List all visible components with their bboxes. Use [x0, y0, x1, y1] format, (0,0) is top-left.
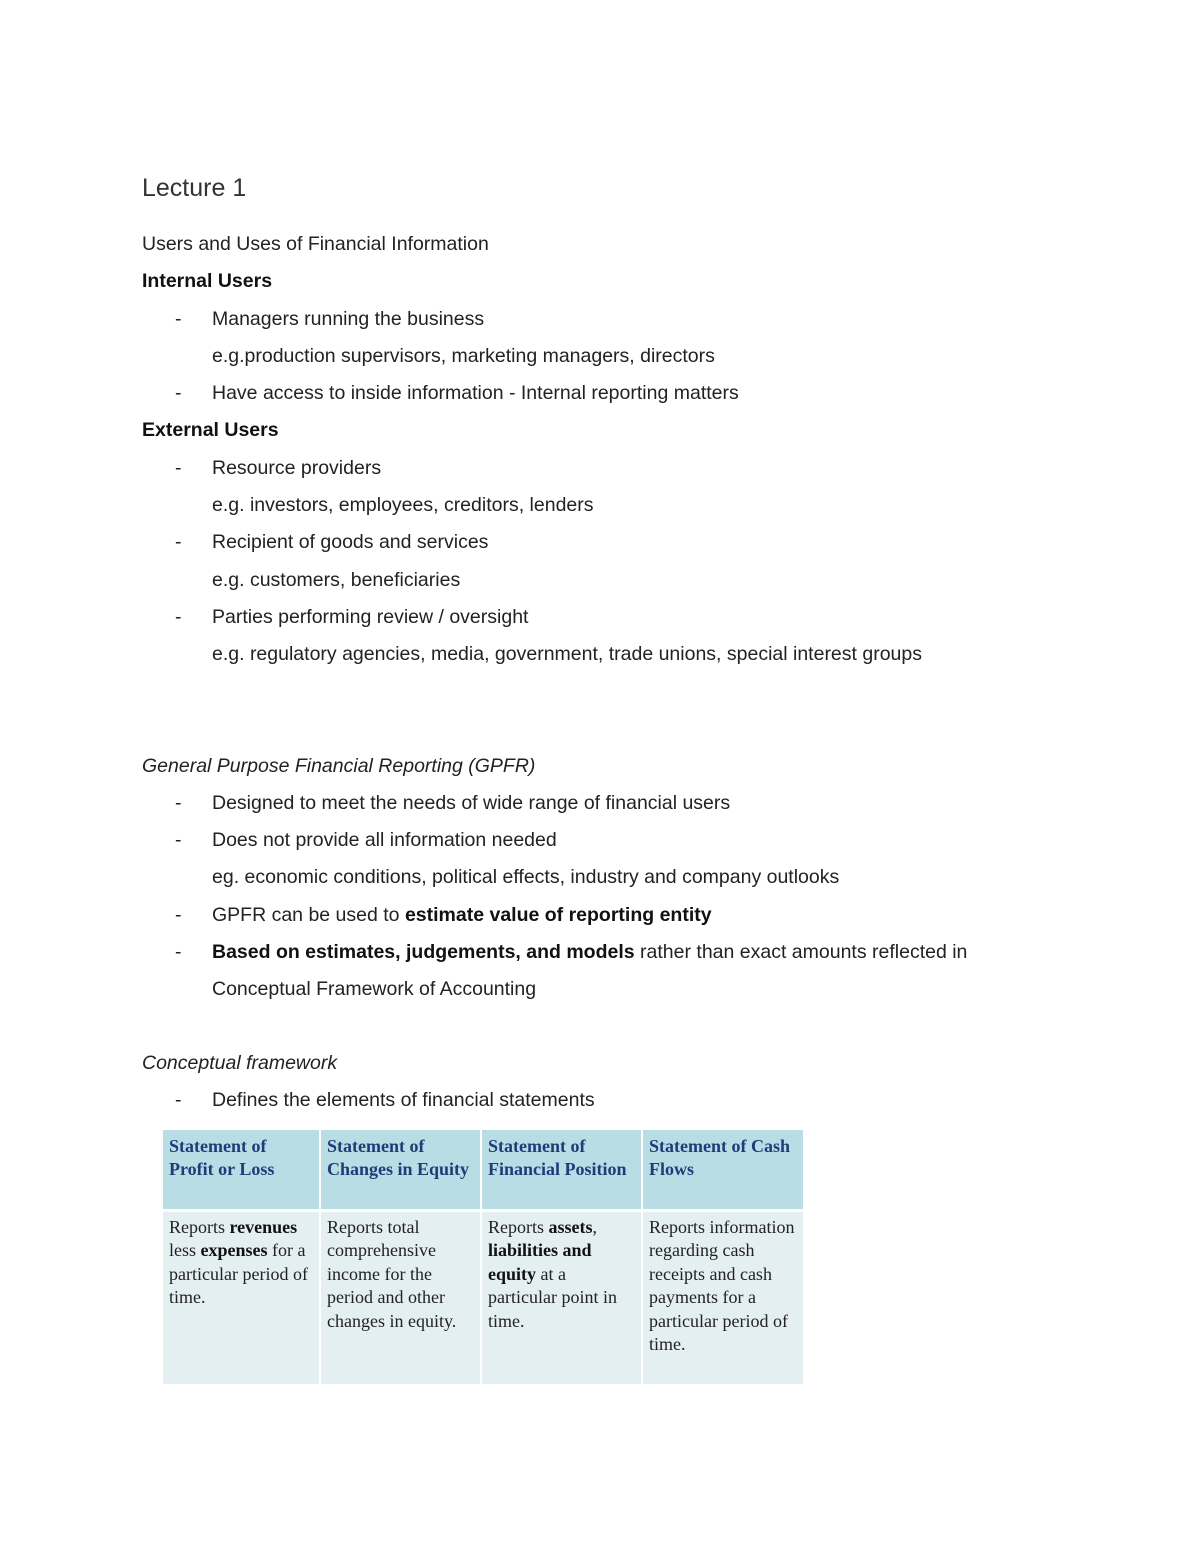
subheading-internal-users: Internal Users	[142, 270, 273, 293]
list-item-example: e.g. regulatory agencies, media, government, trade unions, special interest groups	[212, 643, 922, 666]
section-heading-gpfr: General Purpose Financial Reporting (GPFR)	[142, 754, 536, 777]
financial-statements-table	[163, 1130, 803, 1384]
table-row	[163, 1212, 803, 1384]
section-heading-users: Users and Uses of Financial Information	[142, 233, 489, 255]
cell-text: for a particular period of time.	[169, 1240, 308, 1308]
list-item	[142, 897, 1082, 934]
table-cell	[321, 1212, 482, 1384]
bullet-dash: -	[175, 307, 182, 330]
list-item-emphasis: Based on estimates, judgements, and models	[212, 941, 635, 964]
table-header-cell: Statement of Cash Flows	[643, 1130, 803, 1212]
cell-text: Reports information regarding cash receipts and cash payments for a particular period of time.	[649, 1217, 795, 1355]
cell-text: Reports total comprehensive income for the period and other changes in equity.	[327, 1217, 457, 1331]
document-page	[142, 170, 1082, 1119]
table-header-cell: Statement of Financial Position	[482, 1130, 643, 1212]
list-item-continuation: Conceptual Framework of Accounting	[212, 978, 537, 1001]
bullet-dash: -	[175, 941, 182, 964]
list-item-text: rather than exact amounts reflected in	[634, 941, 968, 964]
list-item-text: Parties performing review / oversight	[212, 605, 529, 628]
list-item-text: Have access to inside information - Internal reporting matters	[212, 382, 739, 405]
list-item-text: Resource providers	[212, 456, 382, 479]
bullet-dash: -	[175, 829, 182, 852]
cell-text: less	[169, 1240, 201, 1261]
cell-text: Reports	[488, 1217, 549, 1237]
bullet-dash: -	[175, 531, 182, 554]
list-item-example: e.g. investors, employees, creditors, lenders	[212, 494, 594, 517]
cell-text: Reports	[169, 1217, 230, 1237]
list-item-text: Recipient of goods and services	[212, 531, 489, 554]
bullet-dash: -	[175, 382, 182, 405]
list-item-text: Defines the elements of financial statements	[212, 1088, 595, 1111]
cell-emphasis: assets	[548, 1217, 593, 1237]
list-item	[142, 450, 1082, 487]
cell-text: ,	[592, 1217, 597, 1237]
table-cell	[163, 1212, 321, 1384]
list-item-text: Does not provide all information needed	[212, 829, 557, 852]
bullet-dash: -	[175, 1088, 182, 1111]
list-item-emphasis: estimate value of reporting entity	[404, 903, 712, 926]
list-item-example: e.g.production supervisors, marketing managers, directors	[212, 344, 715, 367]
list-item	[142, 934, 1082, 971]
cell-emphasis: liabilities and equity	[488, 1240, 592, 1284]
table-header-row	[163, 1130, 803, 1212]
subheading-external-users: External Users	[142, 419, 279, 442]
cell-emphasis: revenues	[229, 1217, 298, 1237]
table-cell	[643, 1212, 803, 1384]
list-item-example: eg. economic conditions, political effects, industry and company outlooks	[212, 866, 840, 889]
table-cell	[482, 1212, 643, 1384]
list-item	[142, 524, 1082, 561]
bullet-dash: -	[175, 456, 182, 479]
list-item	[142, 599, 1082, 636]
list-item-text: GPFR can be used to	[212, 903, 405, 926]
list-item	[142, 1082, 1082, 1119]
list-item	[142, 301, 1082, 338]
bullet-dash: -	[175, 791, 182, 814]
bullet-dash: -	[175, 605, 182, 628]
table-header-cell: Statement of Changes in Equity	[321, 1130, 482, 1212]
list-item-example: e.g. customers, beneficiaries	[212, 568, 461, 591]
spacer	[142, 674, 1082, 748]
list-item-text: Managers running the business	[212, 307, 485, 330]
list-item-text: Designed to meet the needs of wide range of financial users	[212, 791, 731, 814]
list-item	[142, 375, 1082, 412]
spacer	[142, 1009, 1082, 1045]
list-item	[142, 785, 1082, 822]
table-header-cell: Statement of Profit or Loss	[163, 1130, 321, 1212]
bullet-dash: -	[175, 903, 182, 926]
section-heading-conceptual-framework: Conceptual framework	[142, 1051, 338, 1074]
list-item	[142, 822, 1082, 859]
cell-text: at a particular point in time.	[488, 1263, 617, 1331]
page-title: Lecture 1	[142, 174, 247, 202]
cell-emphasis: expenses	[200, 1240, 268, 1261]
